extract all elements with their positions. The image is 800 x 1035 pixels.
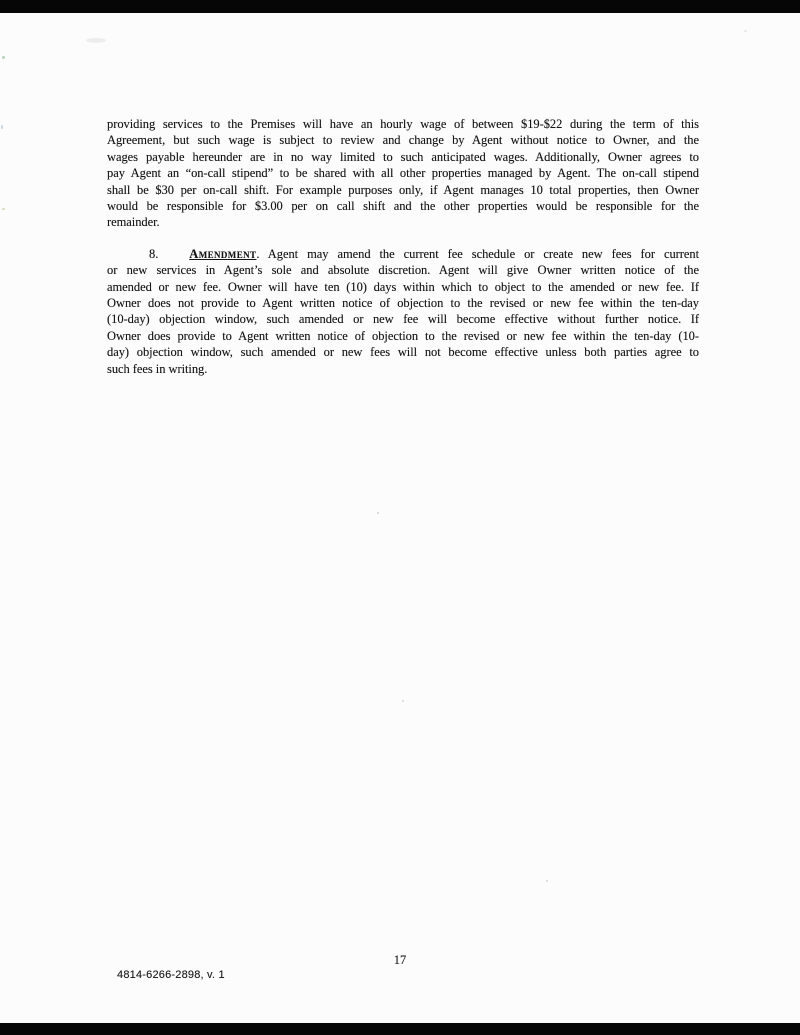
scan-artifact-bottom-bar: [0, 1023, 800, 1035]
scan-speck: [2, 56, 5, 59]
text-line: such fees in writing.: [107, 361, 208, 376]
section-heading: Amendment: [189, 246, 257, 261]
scan-speck: [86, 38, 106, 43]
document-id: 4814-6266-2898, v. 1: [117, 969, 225, 981]
page-number: 17: [393, 953, 407, 967]
text-line: pay Agent an “on-call stipend” to be shared with all other properties managed by Agent. The on-call stipend: [107, 166, 699, 181]
text-line: Agreement, but such wage is subject to review and change by Agent without notice to Owner, and the: [107, 133, 699, 148]
section-8-first-line: [107, 246, 699, 262]
section-number: 8.: [149, 246, 159, 261]
scan-speck: [1, 125, 3, 129]
document-body: [107, 116, 699, 377]
text-line: day) objection window, such amended or new fees will not become effective unless both parties agree to: [107, 345, 699, 360]
scan-artifact-top-bar: [0, 0, 800, 13]
section-8-lines: [107, 262, 699, 377]
scan-speck: [2, 208, 5, 210]
text-line: (10-day) objection window, such amended or new fee will become effective without further notice. If: [107, 312, 699, 327]
text-line: Owner does not provide to Agent written notice of objection to the revised or new fee within the ten-day: [107, 296, 699, 311]
paragraph-wages-lines: [107, 116, 699, 231]
paragraph-wages: [107, 116, 699, 231]
text-line: remainder.: [107, 215, 160, 230]
text-line: shall be $30 per on-call shift. For example purposes only, if Agent manages 10 total properties, then Owner: [107, 182, 699, 197]
text-line: wages payable hereunder are in no way limited to such anticipated wages. Additionally, Owner agrees to: [107, 149, 699, 164]
scan-speck: [377, 512, 379, 514]
section-8-amendment: [107, 246, 699, 377]
text-line: Owner does provide to Agent written notice of objection to the revised or new fee within the ten-day (10-: [107, 328, 699, 343]
text-line: providing services to the Premises will have an hourly wage of between $19-$22 during the term of this: [107, 117, 699, 131]
section-first-line-text: . Agent may amend the current fee schedule or create new fees for current: [256, 246, 699, 261]
scan-speck: [402, 700, 404, 702]
scan-speck: [744, 30, 747, 32]
text-line: would be responsible for $3.00 per on call shift and the other properties would be responsible for the: [107, 199, 699, 214]
text-line: or new services in Agent’s sole and absolute discretion. Agent will give Owner written notice of the: [107, 263, 699, 278]
text-line: amended or new fee. Owner will have ten (10) days within which to object to the amended or new fee. If: [107, 279, 699, 294]
scan-speck: [546, 880, 548, 882]
